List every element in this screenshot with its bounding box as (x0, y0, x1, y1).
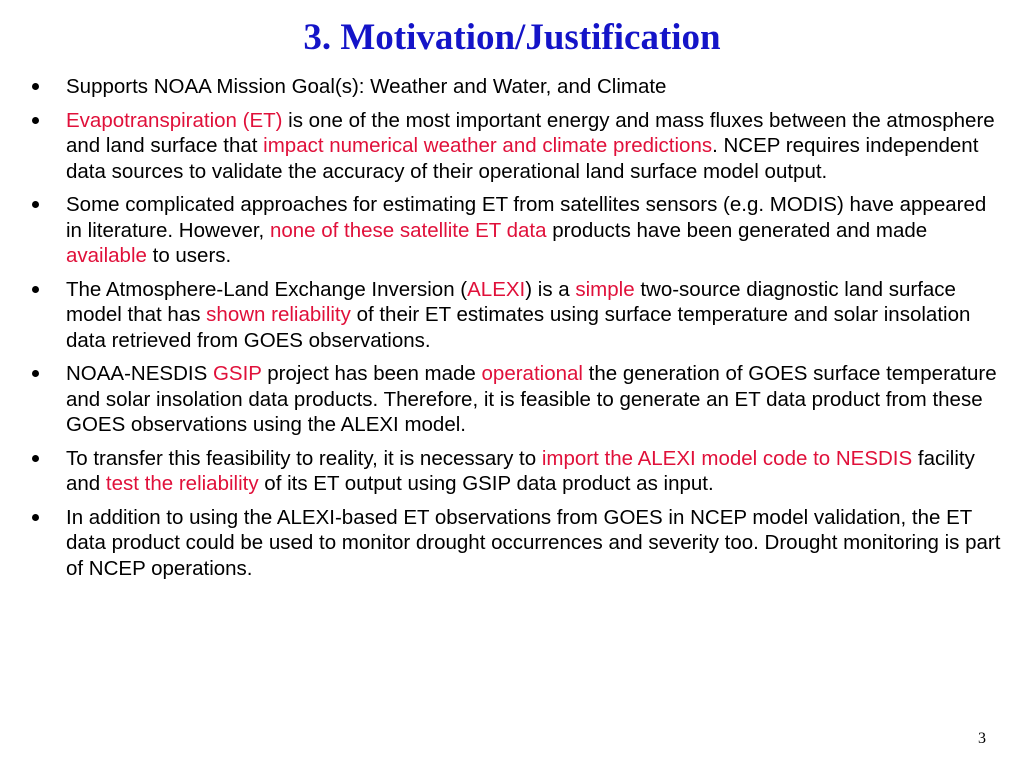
bullet-item (26, 446, 1006, 497)
highlighted-text: available (66, 244, 147, 267)
bullet-text: two-source diagnostic land surface model that has (66, 277, 956, 326)
bullet-item (26, 108, 1006, 185)
bullet-dot-icon (32, 455, 39, 462)
highlighted-text: GSIP (212, 362, 262, 385)
bullet-text: to users. (146, 244, 232, 267)
bullet-text: The Atmosphere-Land Exchange Inversion ( (66, 277, 468, 301)
highlighted-text: Evapotranspiration (ET) (66, 108, 283, 132)
bullet-text: the generation of GOES surface temperature and solar insolation data products. Therefore, it is feasible to generate an ET data product from these GOES observations using the ALEXI model. (66, 362, 997, 436)
bullet-text: is one of the most important energy and mass fluxes between the atmosphere and land surface that (66, 108, 995, 157)
bullet-text: products have been generated and made (546, 218, 928, 242)
bullet-dot-icon (32, 83, 39, 90)
bullet-item (26, 505, 1006, 582)
bullet-dot-icon (32, 286, 39, 293)
bullet-text: Supports NOAA Mission Goal(s): Weather and Water, and Climate (66, 75, 667, 98)
highlighted-text: shown reliability (206, 303, 351, 326)
bullet-item (26, 192, 1006, 269)
slide-title: 3. Motivation/Justification (303, 17, 721, 58)
bullet-item (26, 277, 1006, 354)
bullet-dot-icon (32, 514, 39, 521)
page-number: 3 (978, 730, 986, 747)
bullet-text: Some complicated approaches for estimating ET from satellites sensors (e.g. MODIS) have appeared in literature. However, (66, 193, 987, 242)
highlighted-text: none of these satellite ET data (269, 218, 547, 242)
bullet-text: . NCEP requires independent data sources to validate the accuracy of their operational land surface model output. (66, 134, 979, 183)
highlighted-text: impact numerical weather and climate predictions (263, 134, 713, 157)
bullet-dot-icon (32, 117, 39, 124)
bullet-text: project has been made (261, 362, 482, 385)
bullet-dot-icon (32, 370, 39, 377)
bullet-text: To transfer this feasibility to reality, it is necessary to (66, 446, 542, 470)
bullet-text: ) is a (525, 277, 576, 301)
bullet-text: facility and (66, 446, 975, 495)
bullet-dot-icon (32, 201, 39, 208)
highlighted-text: simple (575, 277, 635, 301)
bullet-text: of its ET output using GSIP data product as input. (258, 472, 714, 495)
bullet-text: NOAA-NESDIS (66, 362, 213, 385)
bullet-list (26, 74, 1006, 589)
bullet-text: of their ET estimates using surface temperature and solar insolation data retrieved from GOES observations. (66, 303, 971, 352)
bullet-item (26, 361, 1006, 438)
highlighted-text: ALEXI (467, 277, 526, 301)
highlighted-text: operational (481, 362, 583, 385)
highlighted-text: test the reliability (105, 472, 259, 495)
highlighted-text: import the ALEXI model code to NESDIS (541, 446, 913, 470)
bullet-item (26, 74, 1006, 100)
bullet-text: In addition to using the ALEXI-based ET observations from GOES in NCEP model validation, the ET data product could be used to monitor drought occurrences and severity too. Drought monitoring is part of NCEP operations. (66, 505, 1001, 580)
